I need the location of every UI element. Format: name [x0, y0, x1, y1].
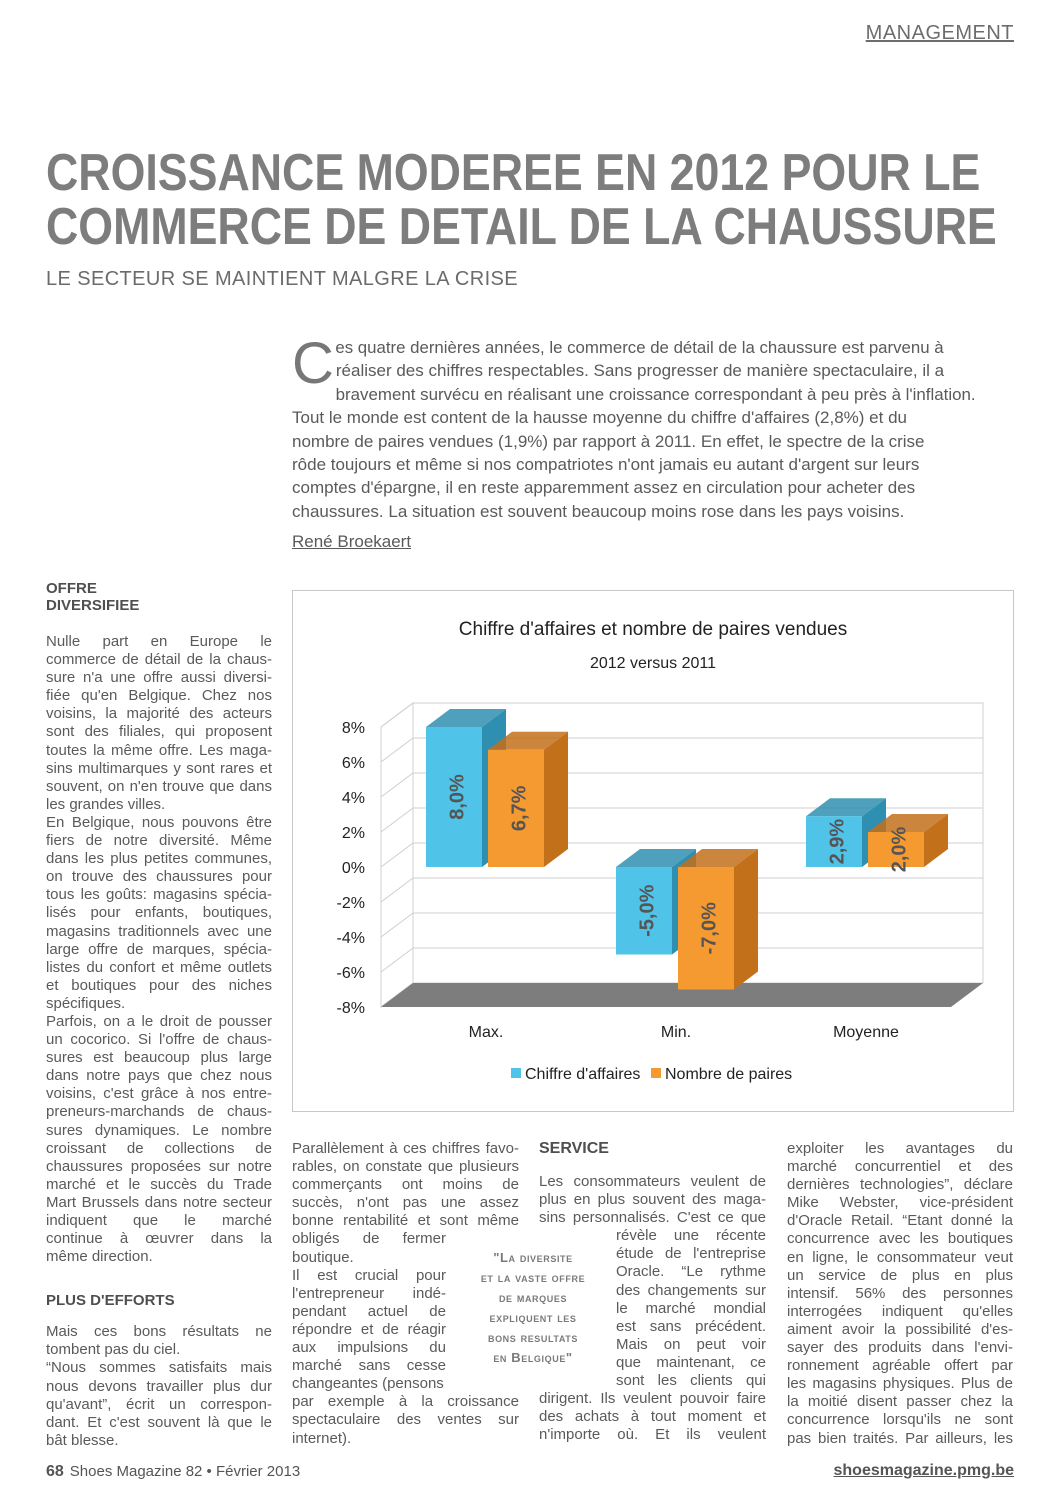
title-line-1: CROISSANCE MODEREE EN 2012 POUR LE — [46, 144, 981, 202]
quote-line: "La diversite — [493, 1250, 573, 1265]
paragraph-line: Mike Webster, vice-président — [787, 1194, 1013, 1212]
heading-plus-d-efforts: PLUS D'EFFORTS — [46, 1292, 175, 1310]
quote-line: expliquent les — [489, 1310, 577, 1325]
paragraph-line: spectaculaire des ventes sur — [292, 1411, 519, 1429]
paragraph-line: rables, on constate que plusieurs — [292, 1158, 519, 1176]
paragraph-line: d'Oracle Retail. “Etant donné la — [787, 1212, 1013, 1230]
y-tick-label: -4% — [336, 930, 365, 947]
paragraph-line: sayer des produits dans l'envi- — [787, 1339, 1013, 1357]
heading-offre-diversifiee — [46, 580, 272, 614]
heading-line: OFFRE — [46, 580, 97, 597]
paragraph-line: dans notre pays que chez nous — [46, 1067, 272, 1085]
paragraph-line: aux impulsions du — [292, 1339, 446, 1357]
paragraph-line: “Nous sommes satisfaits mais — [46, 1359, 272, 1377]
article-intro — [292, 331, 976, 523]
paragraph-line: dans les plus petites communes, — [46, 850, 272, 868]
paragraph-line: toutes la même offre. Les maga- — [46, 741, 272, 759]
paragraph-offre — [46, 633, 272, 1266]
intro-line: Tout le monde est content de la hausse moyenne du chiffre d'affaires (2,8%) et du — [292, 408, 907, 428]
paragraph-line: intensif. 56% des personnes — [787, 1284, 1013, 1302]
paragraph-line: Il est crucial pour — [292, 1266, 446, 1284]
paragraph-line: concurrence lorsqu'ils ne sont — [787, 1411, 1013, 1429]
bar-side — [544, 732, 568, 867]
wrapped-text — [292, 1230, 446, 1393]
paragraph-line: chaussures proposées sur notre — [46, 1157, 272, 1175]
paragraph-line: internet). — [292, 1429, 352, 1447]
y-tick-label: -8% — [336, 1000, 365, 1017]
paragraph-line: nous devons travailler plus dur — [46, 1377, 272, 1395]
paragraph-line: commerçants ont moins de — [292, 1176, 519, 1194]
paragraph-line: Mais on peut voir — [616, 1335, 766, 1353]
paragraph-line: voisins, c'est grâce à nos entre- — [46, 1085, 272, 1103]
paragraph-line: exploiter les avantages du — [787, 1140, 1013, 1157]
bar-chart — [292, 590, 1014, 1112]
paragraph-line: un service de plus en plus — [787, 1266, 1013, 1284]
data-label: -7,0% — [698, 902, 721, 955]
paragraph-line: Oracle. “Le rythme — [616, 1263, 766, 1281]
intro-line: bravement survécu en réalisant une croissance correspondant à peu près à l'inflation. — [335, 384, 976, 404]
intro-line: rôde toujours et même si nos compatriotes n'ont jamais eu autant d'argent sur leurs — [292, 455, 920, 475]
paragraph-line: en ligne, le consommateur veut — [787, 1248, 1013, 1266]
y-tick-label: -6% — [336, 965, 365, 982]
paragraph-line: Parfois, on a le droit de pousser — [46, 1012, 272, 1030]
paragraph-line: boutique. — [292, 1248, 354, 1266]
paragraph-line: plus en plus souvent des maga- — [539, 1191, 766, 1209]
column-1 — [46, 580, 272, 1450]
paragraph-line: concurrence avec les boutiques — [787, 1230, 1013, 1248]
paragraph-line: que maintenant, ce — [616, 1353, 766, 1371]
paragraph-line: sont les clients qui — [616, 1372, 766, 1390]
paragraph-line: Nulle part en Europe le — [46, 633, 272, 650]
bar — [488, 732, 568, 867]
y-tick-label: 4% — [341, 790, 365, 807]
article-title — [46, 144, 997, 256]
paragraph-line: les grandes villes. — [46, 795, 166, 813]
paragraph-line: bonne rentabilité et sont même — [292, 1212, 519, 1230]
paragraph-line: on trouve des chaussures pour — [46, 868, 272, 886]
paragraph-line: marché sans cesse — [292, 1357, 446, 1375]
pull-quote — [466, 1248, 600, 1368]
paragraph-line: magasins traditionnels avec une — [46, 922, 272, 940]
paragraph-line: preneurs-marchands de chaus- — [46, 1103, 272, 1121]
paragraph-line: bât blesse. — [46, 1431, 119, 1449]
intro-line: comptes d'épargne, il en reste apparemment assez en circulation pour acheter des — [292, 478, 916, 498]
paragraph-line: tombent pas du ciel. — [46, 1341, 181, 1359]
paragraph-line: n'importe où. Et ils veulent — [539, 1426, 766, 1444]
y-tick-label: 8% — [341, 720, 365, 737]
paragraph-line: continue à œuvrer dans la — [46, 1230, 272, 1248]
paragraph-line: répondre et de réagir — [292, 1320, 446, 1338]
paragraph-line: étude de l'entreprise — [616, 1245, 766, 1263]
paragraph-line: voisins, la majorité des acteurs — [46, 705, 272, 723]
quote-line: en Belgique" — [493, 1350, 573, 1365]
paragraph-line: des achats à tout moment et — [539, 1408, 766, 1426]
publication-info: Shoes Magazine 82 • Février 2013 — [69, 1463, 301, 1480]
paragraph-line: un cocorico. Si l'offre de chaus- — [46, 1031, 272, 1049]
paragraph-line: dirigent. Ils veulent pouvoir faire — [539, 1390, 766, 1408]
column-4 — [787, 1140, 1013, 1448]
data-label: -5,0% — [636, 884, 659, 937]
paragraph-line: Mais ces bons résultats ne — [46, 1323, 272, 1341]
y-tick-label: 6% — [341, 755, 365, 772]
paragraph-line: révèle une récente — [616, 1227, 766, 1245]
paragraph-line: changeantes (pensons — [292, 1375, 444, 1393]
paragraph-line: ronnement agréable offert par — [787, 1357, 1013, 1375]
title-line-2: COMMERCE DE DETAIL DE LA CHAUSSURE — [46, 198, 997, 256]
paragraph-line: sure n'a une offre aussi diversi- — [46, 669, 272, 687]
quote-line: bons resultats — [487, 1330, 578, 1345]
paragraph-line: fiers de notre diversité. Même — [46, 832, 272, 850]
quote-line: de marques — [498, 1290, 568, 1305]
bar-side — [734, 849, 758, 990]
footer-publication — [46, 1463, 300, 1481]
paragraph-line: dernières technologies”, déclare — [787, 1176, 1013, 1194]
y-tick-label: 2% — [341, 825, 365, 842]
paragraph-line: listes du confort et même outlets — [46, 958, 272, 976]
intro-line: réaliser des chiffres respectables. Sans progresser de manière spectaculaire, il a — [335, 361, 945, 381]
paragraph-line: spécifiques. — [46, 994, 126, 1012]
paragraph-line: sins personnalisés. C'est ce que — [539, 1209, 766, 1227]
paragraph-line: et boutiques pour des niches — [46, 976, 272, 994]
section-tag: MANAGEMENT — [865, 22, 1014, 44]
quote-line: et la vaste offre — [480, 1270, 586, 1285]
paragraph-line: lisés pour enfants, boutiques, — [46, 904, 272, 922]
paragraph-line: aiment avoir la possibilité d'es- — [787, 1320, 1013, 1338]
paragraph-line: le marché mondial — [616, 1299, 766, 1317]
data-label: 2,0% — [888, 826, 911, 873]
paragraph-line: marché concurrentiel et des — [787, 1158, 1013, 1176]
article-subtitle: LE SECTEUR SE MAINTIENT MALGRE LA CRISE — [46, 268, 519, 290]
footer-url-link[interactable]: shoesmagazine.pmg.be — [833, 1462, 1014, 1479]
paragraph-line: les magasins physiques. Plus de — [787, 1375, 1013, 1393]
y-tick-label: 0% — [341, 860, 365, 877]
paragraph-line: tous les goûts: magasins spécia- — [46, 886, 272, 904]
y-tick-label: -2% — [336, 895, 365, 912]
data-label: 8,0% — [446, 774, 469, 820]
legend-swatch — [651, 1068, 661, 1078]
heading-service: SERVICE — [539, 1140, 609, 1157]
legend-swatch — [511, 1068, 521, 1078]
drop-cap: C — [292, 331, 334, 396]
paragraph-line: sont des filiales, qui proposent — [46, 723, 272, 741]
article-author: René Broekaert — [292, 532, 412, 551]
paragraph-line: souvent, on n'en trouve que dans — [46, 777, 272, 795]
chart-plot — [293, 591, 1013, 1111]
paragraph-line: par exemple à la croissance — [292, 1393, 519, 1411]
data-label: 6,7% — [508, 785, 531, 832]
page-number: 68 — [46, 1463, 64, 1480]
paragraph-line: commerce de détail de la chaus- — [46, 651, 272, 669]
paragraph-line: l'entrepreneur indé- — [292, 1284, 446, 1302]
x-tick-label: Moyenne — [833, 1024, 899, 1041]
paragraph-line: sures dynamiques. Le nombre — [46, 1121, 272, 1139]
chart-title: Chiffre d'affaires et nombre de paires vendues — [458, 619, 848, 640]
paragraph-line: pas bien traités. Par ailleurs, les — [787, 1429, 1013, 1447]
paragraph-line: En Belgique, nous pouvons être — [46, 813, 272, 831]
legend-label: Chiffre d'affaires — [525, 1066, 641, 1083]
wrapped-text — [616, 1227, 766, 1390]
paragraph-line: croissant de collections de — [46, 1139, 272, 1157]
intro-line: nombre de paires vendues (1,9%) par rapport à 2011. En effet, le spectre de la crise — [292, 431, 925, 451]
x-tick-label: Max. — [468, 1024, 504, 1041]
paragraph-line: dant. Et c'est souvent là que le — [46, 1413, 272, 1431]
heading-line: DIVERSIFIEE — [46, 597, 140, 614]
paragraph-line: pendant actuel de — [292, 1302, 446, 1320]
paragraph-line: interrogées indiquent qu'elles — [787, 1302, 1013, 1320]
paragraph-line: est sans précédent. — [616, 1317, 766, 1335]
paragraph-line: Les consommateurs veulent de — [539, 1173, 766, 1190]
legend-label: Nombre de paires — [665, 1066, 793, 1083]
paragraph-line: Parallèlement à ces chiffres favo- — [292, 1140, 519, 1157]
paragraph-line: des changements sur — [616, 1281, 766, 1299]
x-tick-label: Min. — [660, 1024, 692, 1041]
chart-subtitle: 2012 versus 2011 — [589, 655, 716, 672]
paragraph-line: indiquent que le marché — [46, 1212, 272, 1229]
paragraph-efforts — [46, 1323, 272, 1450]
paragraph-line: marché et le succès du Trade — [46, 1175, 272, 1193]
paragraph-line: succès, n'ont pas une assez — [292, 1194, 519, 1212]
bar — [678, 849, 758, 990]
paragraph-line: sins multimarques y sont rares et — [46, 759, 272, 777]
paragraph-line: Mart Brussels dans notre secteur — [46, 1193, 272, 1211]
intro-line: es quatre dernières années, le commerce de détail de la chaussure est parvenu à — [335, 338, 944, 357]
paragraph-line: même direction. — [46, 1248, 153, 1266]
paragraph-line: la moitié disent passer chez la — [787, 1393, 1013, 1411]
paragraph-line: fiée qu'en Belgique. Chez nos — [46, 687, 272, 705]
intro-line: chaussures. La situation est souvent beaucoup moins rose dans les pays voisins. — [292, 501, 905, 521]
paragraph-line: qu'avant”, écrit un correspon- — [46, 1395, 272, 1413]
paragraph-line: obligés de fermer — [292, 1230, 446, 1248]
paragraph-line: large offre de marques, spécia- — [46, 940, 272, 958]
paragraph-line: sures est beaucoup plus large — [46, 1049, 272, 1067]
data-label: 2,9% — [826, 818, 849, 865]
